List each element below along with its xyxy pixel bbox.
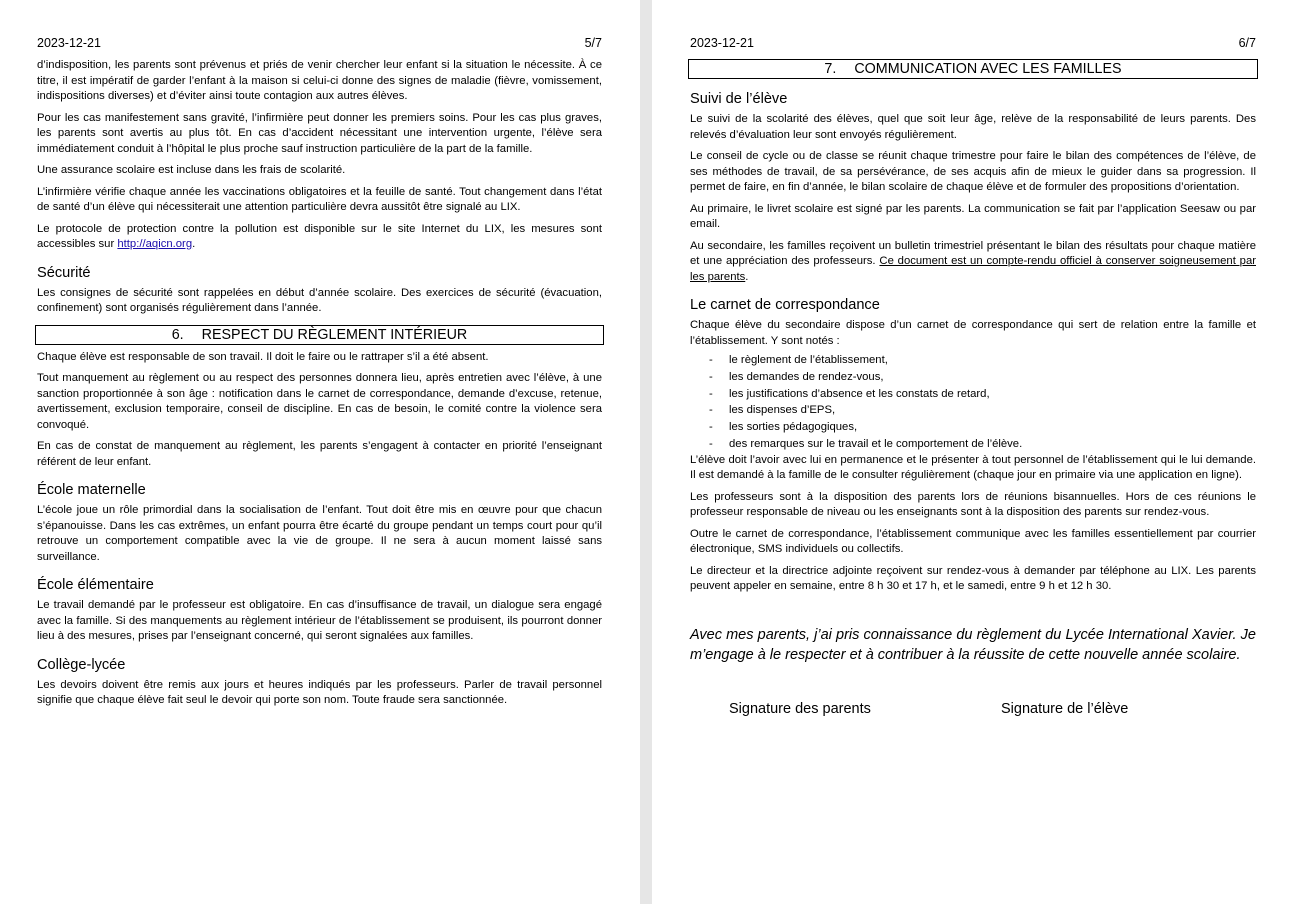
section-6-title bbox=[35, 325, 604, 345]
paragraph: L’infirmière vérifie chaque année les vaccinations obligatoires et la feuille de santé. Tout changement dans l’état de santé d’un élève qui nécessiterait une attention particulière devra aussitôt être signalé au LIX. bbox=[37, 185, 602, 213]
paragraph: Pour les cas manifestement sans gravité, l’infirmière peut donner les premiers soins. Pour les cas plus graves, les parents sont avertis au plus tôt. En cas d’accident nécessitant une intervention urgente, l’élève sera immédiatement conduit à l’hôpital le plus proche sauf instruction particulière de la part de la famille. bbox=[37, 111, 602, 155]
pollution-text: Le protocole de protection contre la pollution est disponible sur le site Internet du LIX, les mesures sont accessibles sur bbox=[37, 222, 602, 250]
pledge-statement: Avec mes parents, j’ai pris connaissance du règlement du Lycée International Xavier. Je m’engage à le respecter et à contribuer à la réussite de cette nouvelle année scolaire. bbox=[690, 626, 1256, 663]
list-item: - le règlement de l’établissement, bbox=[690, 352, 1256, 369]
paragraph: L’école joue un rôle primordial dans la socialisation de l’enfant. Tout doit être mis en œuvre pour que chacun s’épanouisse. Dans les cas extrêmes, un enfant pourra être écarté du groupe pendant un temps court pour qu’il retrouve un comportement compatible avec la vie de groupe. Il ne sera à aucun moment laissé sans surveillance. bbox=[37, 504, 602, 563]
section-heading-carnet: Le carnet de correspondance bbox=[690, 297, 880, 313]
section-number: 7. bbox=[824, 61, 837, 77]
section-title-text: RESPECT DU RÈGLEMENT INTÉRIEUR bbox=[201, 326, 468, 343]
section-title-text: COMMUNICATION AVEC LES FAMILLES bbox=[854, 61, 1122, 77]
signature-parents: Signature des parents bbox=[729, 700, 871, 717]
list-item: - les sorties pédagogiques, bbox=[690, 419, 1256, 436]
paragraph: Les devoirs doivent être remis aux jours et heures indiqués par les professeurs. Parler de travail personnel signifie que chaque élève fait seul le devoir qui porte son nom. Toute fraude sera sanctionnée. bbox=[37, 678, 602, 706]
section-number: 6. bbox=[171, 326, 184, 343]
header-page-number: 5/7 bbox=[584, 36, 602, 50]
section-heading-suivi: Suivi de l’élève bbox=[690, 91, 788, 107]
signature-eleve: Signature de l’élève bbox=[1001, 700, 1129, 717]
pollution-paragraph: Le protocole de protection contre la pollution est disponible sur le site Internet du LIX, les mesures sont accessibles sur http://aqicn.org. bbox=[37, 222, 602, 250]
paragraph: Une assurance scolaire est incluse dans les frais de scolarité. bbox=[37, 164, 346, 176]
paragraph: Chaque élève est responsable de son travail. Il doit le faire ou le rattraper s’il a été absent. bbox=[37, 350, 489, 363]
page-6 bbox=[652, 0, 1293, 904]
paragraph: d’indisposition, les parents sont prévenus et priés de venir chercher leur enfant si la situation le nécessite. À ce titre, il est impératif de garder l’enfant à la maison si celui-ci donne des signes de maladie (fièvre, vomissement, indispositions diverses) et d’éviter ainsi toute contagion aux autres élèves. bbox=[37, 59, 602, 102]
paragraph: Les professeurs sont à la disposition des parents lors de réunions bisannuelles. Hors de ces réunions le professeur responsable de niveau ou les enseignants sont à la disposition des parents sur rendez-vous. bbox=[690, 490, 1256, 519]
aqicn-link[interactable]: http://aqicn.org bbox=[117, 238, 193, 250]
header-page-number: 6/7 bbox=[1238, 36, 1256, 50]
paragraph: En cas de constat de manquement au règlement, les parents s’engagent à contacter en priorité l’enseignant référent de leur enfant. bbox=[37, 440, 602, 468]
section-heading-college: Collège-lycée bbox=[37, 656, 126, 673]
page-header bbox=[690, 36, 1256, 51]
paragraph: Au primaire, le livret scolaire est signé par les parents. La communication se fait par l’application Seesaw ou par email. bbox=[690, 202, 1256, 230]
header-date: 2023-12-21 bbox=[690, 36, 754, 50]
paragraph: Le travail demandé par le professeur est obligatoire. En cas d’insuffisance de travail, un dialogue sera engagé avec la famille. Si des manquements au règlement intérieur de l’établissement se produisent, ils pourront donner lieu à des mesures, prises par l’enseignant concerné, qui seront signalées aux familles. bbox=[37, 599, 602, 642]
paragraph: Tout manquement au règlement ou au respect des personnes donnera lieu, après entretien avec l’élève, à une sanction proportionnée à son âge : notification dans le carnet de correspondance, demande d’excuse, retenue, avertissement, exclusion temporaire, conseil de discipline. En cas de besoin, le comité contre la violence sera convoqué. bbox=[37, 372, 602, 431]
section-heading-maternelle: École maternelle bbox=[37, 482, 146, 498]
section-heading-elementaire: École élémentaire bbox=[37, 577, 154, 593]
carnet-list bbox=[690, 352, 1256, 453]
paragraph: Le suivi de la scolarité des élèves, quel que soit leur âge, relève de la responsabilité de leurs parents. Des relevés d’évaluation leur sont envoyés régulièrement. bbox=[690, 113, 1256, 141]
paragraph: L’élève doit l’avoir avec lui en permanence et le présenter à tout personnel de l’établissement qui le lui demande. Il est demandé à la famille de le consulter régulièrement (chaque jour en primaire via une application en ligne). bbox=[690, 453, 1256, 482]
paragraph: Les consignes de sécurité sont rappelées en début d’année scolaire. Des exercices de sécurité (évacuation, confinement) sont organisés régulièrement dans l’année. bbox=[37, 286, 602, 314]
paragraph: Chaque élève du secondaire dispose d’un carnet de correspondance qui sert de relation entre la famille et l’établissement. Y sont notés : bbox=[690, 319, 1256, 347]
paragraph: Au secondaire, les familles reçoivent un bulletin trimestriel présentant le bilan des résultats pour chaque matière et une appréciation des professeurs. Ce document est un compte-rendu officiel à conserver soigneusement par les parents. bbox=[690, 239, 1256, 283]
list-item: - les dispenses d’EPS, bbox=[690, 402, 1256, 419]
section-heading-securite: Sécurité bbox=[37, 264, 91, 281]
list-item: - les justifications d’absence et les constats de retard, bbox=[690, 386, 1256, 403]
signature-row bbox=[690, 701, 1256, 717]
paragraph: Le conseil de cycle ou de classe se réunit chaque trimestre pour faire le bilan des compétences de l’élève, de ses méthodes de travail, de sa persévérance, de ses acquis afin de mieux le guider dans sa progression. Il permet de faire, en fin d’année, le bilan scolaire de chaque élève et de formuler des propositions d’orientation. bbox=[690, 150, 1256, 193]
list-item: - les demandes de rendez-vous, bbox=[690, 369, 1256, 386]
underlined-note: Ce document est un compte-rendu officiel à conserver soigneusement par les parents bbox=[690, 255, 1256, 283]
list-item: - des remarques sur le travail et le comportement de l’élève. bbox=[690, 436, 1256, 453]
section-7-title bbox=[688, 59, 1258, 79]
paragraph: Outre le carnet de correspondance, l’établissement communique avec les familles essentiellement par courrier électronique, SMS individuels ou collectifs. bbox=[690, 527, 1256, 556]
page-5 bbox=[0, 0, 640, 904]
page-header bbox=[37, 36, 602, 51]
header-date: 2023-12-21 bbox=[37, 36, 101, 50]
paragraph: Le directeur et la directrice adjointe reçoivent sur rendez-vous à demander par téléphone au LIX. Les parents peuvent appeler en semaine, entre 8 h 30 et 17 h, et le samedi, entre 9 h et 12 h 30. bbox=[690, 564, 1256, 593]
